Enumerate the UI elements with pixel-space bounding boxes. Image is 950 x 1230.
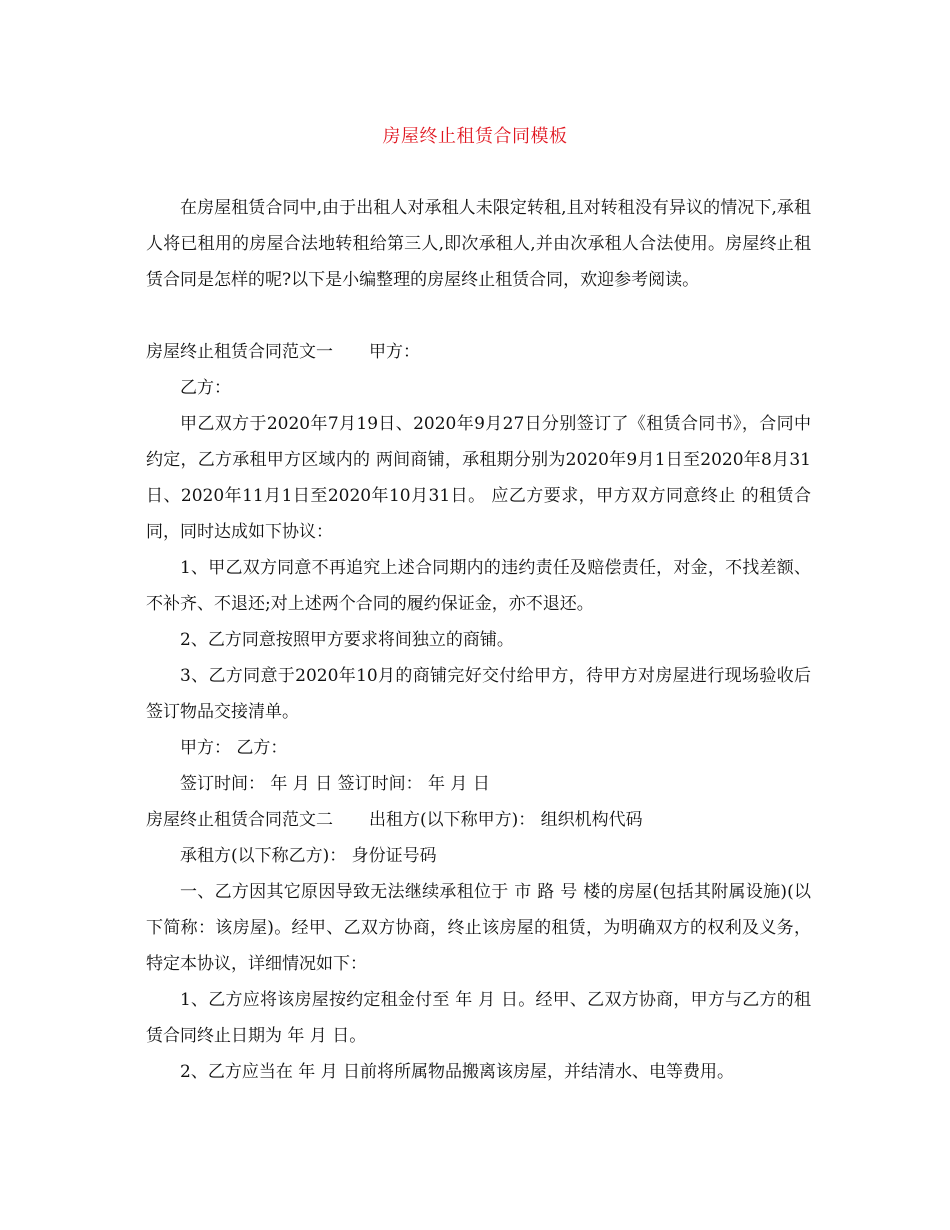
intro-paragraph: 在房屋租赁合同中,由于出租人对承租人未限定转租,且对转租没有异议的情况下,承租人将已租用的房屋合法地转租给第三人,即次承租人,并由次承租人合法使用。房屋终止租赁合同是怎样的呢?以下是小编整理的房屋终止租赁合同，欢迎参考阅读。 (146, 198, 811, 290)
sample1-preamble: 甲乙双方于2020年7月19日、2020年9月27日分别签订了《租赁合同书》，合同中约定，乙方承租甲方区域内的 两间商铺，承租期分别为2020年9月1日至2020年8月31日、2020年11月1日至2020年10月31日。 应乙方要求，甲方双方同意终止 的租赁合同，同时达成如下协议： (146, 414, 811, 542)
sample1-heading: 房屋终止租赁合同范文一 (146, 342, 333, 362)
sample2-clause-3: 2、乙方应当在 年 月 日前将所属物品搬离该房屋，并结清水、电等费用。 (180, 1062, 735, 1082)
sample2-lessee: 承租方(以下称乙方)： 身份证号码 (180, 846, 437, 866)
document-title: 房屋终止租赁合同模板 (382, 126, 568, 147)
sample2-heading: 房屋终止租赁合同范文二 (146, 810, 333, 830)
sample2-lessor: 出租方(以下称甲方)： 组织机构代码 (369, 810, 643, 830)
sample2-clause-2: 1、乙方应将该房屋按约定租金付至 年 月 日。经甲、乙双方协商，甲方与乙方的租赁合同终止日期为 年 月 日。 (146, 990, 811, 1046)
sample1-clause-1: 1、甲乙双方同意不再追究上述合同期内的违约责任及赔偿责任，对金，不找差额、不补齐、不退还;对上述两个合同的履约保证金，亦不退还。 (146, 558, 811, 614)
sample1-clause-2: 2、乙方同意按照甲方要求将间独立的商铺。 (180, 630, 514, 650)
sample1-signature: 甲方： 乙方： (180, 738, 288, 758)
sample1-party-b: 乙方： (180, 378, 231, 398)
sample2-heading-line (146, 802, 811, 838)
sample1-sign-date: 签订时间： 年 月 日 签订时间： 年 月 日 (180, 774, 490, 794)
sample1-clause-3: 3、乙方同意于2020年10月的商铺完好交付给甲方，待甲方对房屋进行现场验收后签订物品交接清单。 (146, 666, 811, 722)
sample1-party-a: 甲方： (369, 342, 420, 362)
sample1-heading-line (146, 334, 811, 370)
sample2-clause-1: 一、乙方因其它原因导致无法继续承租位于 市 路 号 楼的房屋(包括其附属设施)(以下简称：该房屋)。经甲、乙双方协商，终止该房屋的租赁，为明确双方的权利及义务，特定本协议，详细情况如下： (146, 882, 811, 974)
